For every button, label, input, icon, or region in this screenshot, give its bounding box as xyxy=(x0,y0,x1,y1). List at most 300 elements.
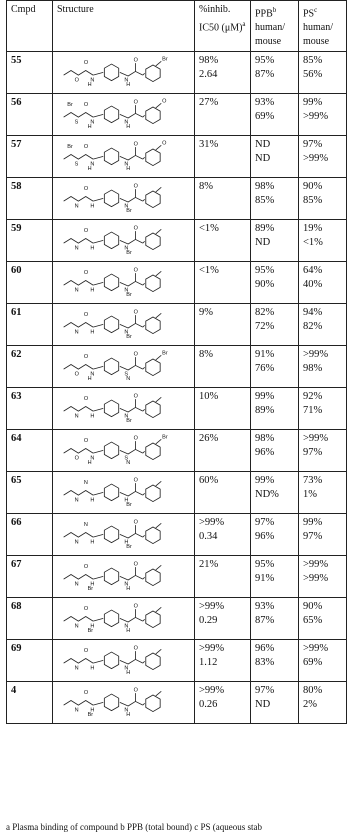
benzene-ring xyxy=(104,568,118,585)
chemical-structure xyxy=(55,221,192,256)
ps-value-line1: 97% xyxy=(303,139,323,151)
ppb-value-line1: 99% xyxy=(255,475,275,487)
compound-id: 57 xyxy=(7,136,53,178)
benzene-ring xyxy=(146,695,160,712)
atom-label: N xyxy=(74,623,79,630)
inhibition-value-line1: 8% xyxy=(199,181,213,193)
ppb-value xyxy=(251,304,299,346)
atom-label: O xyxy=(133,351,138,358)
compound-id: 59 xyxy=(7,220,53,262)
inhibition-value-line1: 9% xyxy=(199,307,213,319)
atom-label: Br xyxy=(126,544,132,551)
ppb-value-line1: 95% xyxy=(255,559,275,571)
table-row xyxy=(7,514,347,556)
atom-label: Br xyxy=(87,628,94,635)
atom-label: O xyxy=(133,393,138,400)
inhibition-value-line1: >99% xyxy=(199,601,225,613)
ps-value-line1: 92% xyxy=(303,391,323,403)
alkyl-chain xyxy=(64,323,93,328)
atom-label: O xyxy=(74,455,79,462)
structure-cell xyxy=(53,514,195,556)
benzene-ring xyxy=(146,275,160,292)
atom-label: O xyxy=(83,396,89,403)
atom-label: H xyxy=(90,203,95,210)
chemical-structure xyxy=(55,599,192,634)
ps-value-line1: 80% xyxy=(303,685,323,697)
chemical-structure xyxy=(55,473,192,508)
structure-cell xyxy=(53,304,195,346)
amide-linker xyxy=(120,408,143,413)
atom-label: O xyxy=(133,183,138,190)
benzene-ring xyxy=(146,191,160,208)
table-row xyxy=(7,220,347,262)
atom-label: O xyxy=(133,309,138,316)
ps-value-line1: 99% xyxy=(303,517,323,529)
table-row xyxy=(7,598,347,640)
table-row xyxy=(7,262,347,304)
compound-id: 56 xyxy=(7,94,53,136)
atom-label: O xyxy=(133,519,138,526)
amide-linker xyxy=(120,366,143,371)
benzene-ring xyxy=(104,106,118,123)
structure-cell xyxy=(53,472,195,514)
atom-label: S xyxy=(74,161,79,168)
ps-value-line2: 65% xyxy=(303,615,323,627)
inhibition-value-line1: <1% xyxy=(199,265,219,277)
chemical-structure xyxy=(55,305,192,340)
ppb-value xyxy=(251,472,299,514)
ps-value-line1: >99% xyxy=(303,559,329,571)
atom-label: Br xyxy=(67,102,73,109)
atom-label: H xyxy=(87,124,92,131)
benzene-ring xyxy=(104,484,118,501)
atom-label: Br xyxy=(162,56,168,63)
ppb-value-line1: 97% xyxy=(255,685,275,697)
atom-label: O xyxy=(74,77,79,84)
atom-label: N xyxy=(124,161,129,168)
ppb-value-line1: 98% xyxy=(255,433,275,445)
atom-label: O xyxy=(133,645,138,652)
ps-value-line1: >99% xyxy=(303,349,329,361)
atom-label: S xyxy=(74,119,79,126)
ps-value-line2: 56% xyxy=(303,69,323,81)
benzene-ring xyxy=(146,149,160,166)
atom-label: N xyxy=(74,287,79,294)
compound-id: 60 xyxy=(7,262,53,304)
compound-id: 66 xyxy=(7,514,53,556)
inhibition-value xyxy=(195,136,251,178)
amide-linker xyxy=(120,534,143,539)
ps-value xyxy=(299,136,347,178)
atom-label: N xyxy=(124,203,129,210)
amide-linker xyxy=(120,702,143,707)
header-inhibition: %inhib. IC50 $(\mu M)^a$ xyxy=(195,1,251,52)
inhibition-value-line1: 60% xyxy=(199,475,219,487)
ps-value xyxy=(299,346,347,388)
compound-id: 64 xyxy=(7,430,53,472)
ps-value-line2: 82% xyxy=(303,321,323,333)
benzene-ring xyxy=(146,317,160,334)
compound-id: 65 xyxy=(7,472,53,514)
atom-label: S xyxy=(124,455,129,462)
benzene-ring xyxy=(146,611,160,628)
benzene-ring xyxy=(146,485,160,502)
ps-value xyxy=(299,304,347,346)
atom-label: N xyxy=(124,77,129,84)
chemical-structure xyxy=(55,641,192,676)
ps-value-line2: <1% xyxy=(303,237,323,249)
atom-label: H xyxy=(126,124,131,131)
ps-value xyxy=(299,514,347,556)
ppb-value xyxy=(251,598,299,640)
atom-label: O xyxy=(83,228,89,235)
alkyl-chain xyxy=(64,407,93,412)
atom-label: O xyxy=(133,57,138,64)
amide-linker xyxy=(120,492,143,497)
atom-label: O xyxy=(83,648,89,655)
atom-label: O xyxy=(133,561,138,568)
ps-value-line2: 69% xyxy=(303,657,323,669)
table-row xyxy=(7,346,347,388)
ps-value xyxy=(299,220,347,262)
atom-label: N xyxy=(124,287,129,294)
ppb-value-line1: 91% xyxy=(255,349,275,361)
inhibition-value-line1: 27% xyxy=(199,97,219,109)
inhibition-value-line2: 0.26 xyxy=(199,699,218,711)
atom-label: N xyxy=(126,460,131,467)
alkyl-chain xyxy=(64,365,93,370)
inhibition-value xyxy=(195,556,251,598)
structure-cell xyxy=(53,598,195,640)
atom-label: Br xyxy=(67,144,73,151)
benzene-ring xyxy=(104,190,118,207)
ps-value-line1: 85% xyxy=(303,55,323,67)
atom-label: O xyxy=(83,270,89,277)
table-row xyxy=(7,136,347,178)
atom-label: N xyxy=(90,161,95,168)
atom-label: H xyxy=(126,712,131,719)
ps-value-line2: 85% xyxy=(303,195,323,207)
atom-label: O xyxy=(133,435,138,442)
ps-value xyxy=(299,598,347,640)
ppb-value xyxy=(251,52,299,94)
atom-label: O xyxy=(83,564,89,571)
ps-value-line1: 94% xyxy=(303,307,323,319)
compound-id: 4 xyxy=(7,682,53,724)
ppb-value-line2: 96% xyxy=(255,447,275,459)
atom-label: Br xyxy=(126,418,132,425)
ppb-value xyxy=(251,220,299,262)
amide-linker xyxy=(120,450,143,455)
atom-label: N xyxy=(124,707,129,714)
inhibition-value-line2: 0.29 xyxy=(199,615,218,627)
compound-id: 69 xyxy=(7,640,53,682)
alkyl-chain xyxy=(64,113,93,118)
atom-label: O xyxy=(133,477,138,484)
atom-label: O xyxy=(83,354,89,361)
benzene-ring xyxy=(104,400,118,417)
ps-value xyxy=(299,52,347,94)
atom-label: N xyxy=(90,371,95,378)
ps-value-line1: 19% xyxy=(303,223,323,235)
chemical-structure xyxy=(55,683,192,718)
inhibition-value-line1: 21% xyxy=(199,559,219,571)
alkyl-chain xyxy=(64,71,93,76)
atom-label: Br xyxy=(87,712,94,719)
atom-label: Br xyxy=(126,502,132,509)
structure-cell xyxy=(53,388,195,430)
atom-label: O xyxy=(83,102,89,109)
atom-label: N xyxy=(90,77,95,84)
chemical-structure xyxy=(55,95,192,130)
benzene-ring xyxy=(104,64,118,81)
ps-value-line2: >99% xyxy=(303,573,329,585)
benzene-ring xyxy=(146,65,160,82)
ps-value-line1: 90% xyxy=(303,181,323,193)
inhibition-value xyxy=(195,52,251,94)
chemical-structure xyxy=(55,389,192,424)
atom-label: O xyxy=(83,690,89,697)
benzene-ring xyxy=(146,401,160,418)
atom-label: N xyxy=(124,245,129,252)
amide-linker xyxy=(120,576,143,581)
ps-value xyxy=(299,94,347,136)
inhibition-value-line2: 2.64 xyxy=(199,69,218,81)
atom-label: N xyxy=(124,665,129,672)
ps-value-line2: 1% xyxy=(303,489,317,501)
ps-value xyxy=(299,430,347,472)
atom-label: O xyxy=(133,603,138,610)
ps-value-line2: 97% xyxy=(303,531,323,543)
ppb-value-line2: 96% xyxy=(255,531,275,543)
inhibition-value-line1: >99% xyxy=(199,685,225,697)
alkyl-chain xyxy=(64,659,93,664)
benzene-ring xyxy=(104,694,118,711)
ppb-value-line2: ND xyxy=(255,237,271,249)
alkyl-chain xyxy=(64,197,93,202)
inhibition-value-line1: >99% xyxy=(199,517,225,529)
chemical-structure xyxy=(55,557,192,592)
atom-label: O xyxy=(133,225,138,232)
amide-linker xyxy=(120,660,143,665)
ppb-value xyxy=(251,178,299,220)
atom-label: O xyxy=(83,606,89,613)
atom-label: H xyxy=(90,413,95,420)
ppb-value xyxy=(251,388,299,430)
atom-label: O xyxy=(83,186,89,193)
ppb-value-line1: 93% xyxy=(255,97,275,109)
table-row xyxy=(7,556,347,598)
table-row xyxy=(7,388,347,430)
atom-label: O xyxy=(83,312,89,319)
benzene-ring xyxy=(146,359,160,376)
alkyl-chain xyxy=(64,533,93,538)
atom-label: N xyxy=(124,581,129,588)
header-ps: $PS^c$ human/ mouse xyxy=(299,1,347,52)
chemical-structure xyxy=(55,263,192,298)
atom-label: N xyxy=(74,539,79,546)
ppb-value xyxy=(251,262,299,304)
atom-label: H xyxy=(90,539,95,546)
ps-value-line1: 73% xyxy=(303,475,323,487)
ps-value xyxy=(299,388,347,430)
ps-value xyxy=(299,682,347,724)
ppb-value xyxy=(251,430,299,472)
atom-label: O xyxy=(133,267,138,274)
benzene-ring xyxy=(146,443,160,460)
ps-value-line2: 40% xyxy=(303,279,323,291)
atom-label: H xyxy=(126,628,131,635)
inhibition-value-line2: 0.34 xyxy=(199,531,218,543)
ppb-value xyxy=(251,640,299,682)
ppb-value-line1: 93% xyxy=(255,601,275,613)
structure-cell xyxy=(53,52,195,94)
ppb-value-line2: 87% xyxy=(255,615,275,627)
atom-label: N xyxy=(126,376,131,383)
atom-label: Br xyxy=(126,208,132,215)
atom-label: O xyxy=(83,144,89,151)
table-row xyxy=(7,304,347,346)
ps-value-line2: 97% xyxy=(303,447,323,459)
compound-id: 58 xyxy=(7,178,53,220)
benzene-ring xyxy=(104,358,118,375)
header-row xyxy=(7,1,347,52)
atom-label: H xyxy=(124,497,129,504)
atom-label: O xyxy=(162,98,167,105)
alkyl-chain xyxy=(64,155,93,160)
ppb-value-line1: 89% xyxy=(255,223,275,235)
structure-cell xyxy=(53,640,195,682)
ps-value-line2: 71% xyxy=(303,405,323,417)
atom-label: Br xyxy=(126,292,132,299)
benzene-ring xyxy=(104,316,118,333)
amide-linker xyxy=(120,114,143,119)
table-row xyxy=(7,640,347,682)
amide-linker xyxy=(120,72,143,77)
ps-value-line1: >99% xyxy=(303,643,329,655)
inhibition-value xyxy=(195,262,251,304)
compound-id: 68 xyxy=(7,598,53,640)
alkyl-chain xyxy=(64,701,93,706)
atom-label: H xyxy=(90,581,95,588)
chemical-structure xyxy=(55,179,192,214)
ppb-value-line1: 82% xyxy=(255,307,275,319)
ppb-value-line1: ND xyxy=(255,139,271,151)
ppb-value-line2: ND% xyxy=(255,489,279,501)
ppb-value-line2: 72% xyxy=(255,321,275,333)
ppb-value-line2: 69% xyxy=(255,111,275,123)
atom-label: Br xyxy=(87,586,94,593)
chemical-structure xyxy=(55,137,192,172)
atom-label: N xyxy=(124,623,129,630)
ps-value-line2: >99% xyxy=(303,153,329,165)
inhibition-value-line1: 8% xyxy=(199,349,213,361)
ppb-value-line2: 89% xyxy=(255,405,275,417)
structure-cell xyxy=(53,682,195,724)
structure-cell xyxy=(53,262,195,304)
compound-id: 62 xyxy=(7,346,53,388)
ppb-value-line2: 90% xyxy=(255,279,275,291)
atom-label: H xyxy=(126,82,131,89)
atom-label: N xyxy=(124,329,129,336)
ps-value xyxy=(299,472,347,514)
atom-label: N xyxy=(124,413,129,420)
atom-label: N xyxy=(74,581,79,588)
ppb-value xyxy=(251,682,299,724)
ppb-value-line1: 99% xyxy=(255,391,275,403)
benzene-ring xyxy=(146,107,160,124)
alkyl-chain xyxy=(64,491,93,496)
benzene-ring xyxy=(146,527,160,544)
atom-label: H xyxy=(87,460,92,467)
inhibition-value-line1: >99% xyxy=(199,643,225,655)
atom-label: N xyxy=(124,119,129,126)
inhibition-value xyxy=(195,304,251,346)
atom-label: O xyxy=(74,371,79,378)
atom-label: Br xyxy=(162,350,168,357)
atom-label: H xyxy=(126,586,131,593)
ps-value-line1: 90% xyxy=(303,601,323,613)
ppb-value xyxy=(251,346,299,388)
atom-label: H xyxy=(90,245,95,252)
structure-cell xyxy=(53,136,195,178)
atom-label: N xyxy=(83,522,88,529)
atom-label: N xyxy=(74,413,79,420)
header-ppb: PPB$^b$ human/ mouse xyxy=(251,1,299,52)
compound-id: 67 xyxy=(7,556,53,598)
inhibition-value xyxy=(195,682,251,724)
structure-cell xyxy=(53,94,195,136)
atom-label: H xyxy=(90,497,95,504)
amide-linker xyxy=(120,240,143,245)
atom-label: H xyxy=(90,707,95,714)
atom-label: Br xyxy=(126,250,132,257)
compound-id: 63 xyxy=(7,388,53,430)
inhibition-value xyxy=(195,514,251,556)
inhibition-value xyxy=(195,598,251,640)
table-row xyxy=(7,430,347,472)
ps-value-line2: 2% xyxy=(303,699,317,711)
ps-value-line1: >99% xyxy=(303,433,329,445)
benzene-ring xyxy=(104,148,118,165)
atom-label: H xyxy=(87,166,92,173)
atom-label: O xyxy=(162,140,167,147)
ppb-value-line2: ND xyxy=(255,699,271,711)
atom-label: H xyxy=(90,623,95,630)
ps-value-line1: 99% xyxy=(303,97,323,109)
amide-linker xyxy=(120,156,143,161)
ps-value xyxy=(299,640,347,682)
alkyl-chain xyxy=(64,575,93,580)
compound-id: 55 xyxy=(7,52,53,94)
amide-linker xyxy=(120,324,143,329)
chemical-structure xyxy=(55,431,192,466)
atom-label: H xyxy=(90,329,95,336)
inhibition-value xyxy=(195,388,251,430)
inhibition-value xyxy=(195,430,251,472)
ppb-value-line1: 96% xyxy=(255,643,275,655)
amide-linker xyxy=(120,618,143,623)
inhibition-value xyxy=(195,346,251,388)
atom-label: N xyxy=(83,480,88,487)
atom-label: H xyxy=(124,539,129,546)
chemical-structure xyxy=(55,347,192,382)
inhibition-value-line1: 26% xyxy=(199,433,219,445)
compound-table xyxy=(6,0,347,724)
ps-value xyxy=(299,262,347,304)
table-row xyxy=(7,682,347,724)
inhibition-value-line1: 98% xyxy=(199,55,219,67)
